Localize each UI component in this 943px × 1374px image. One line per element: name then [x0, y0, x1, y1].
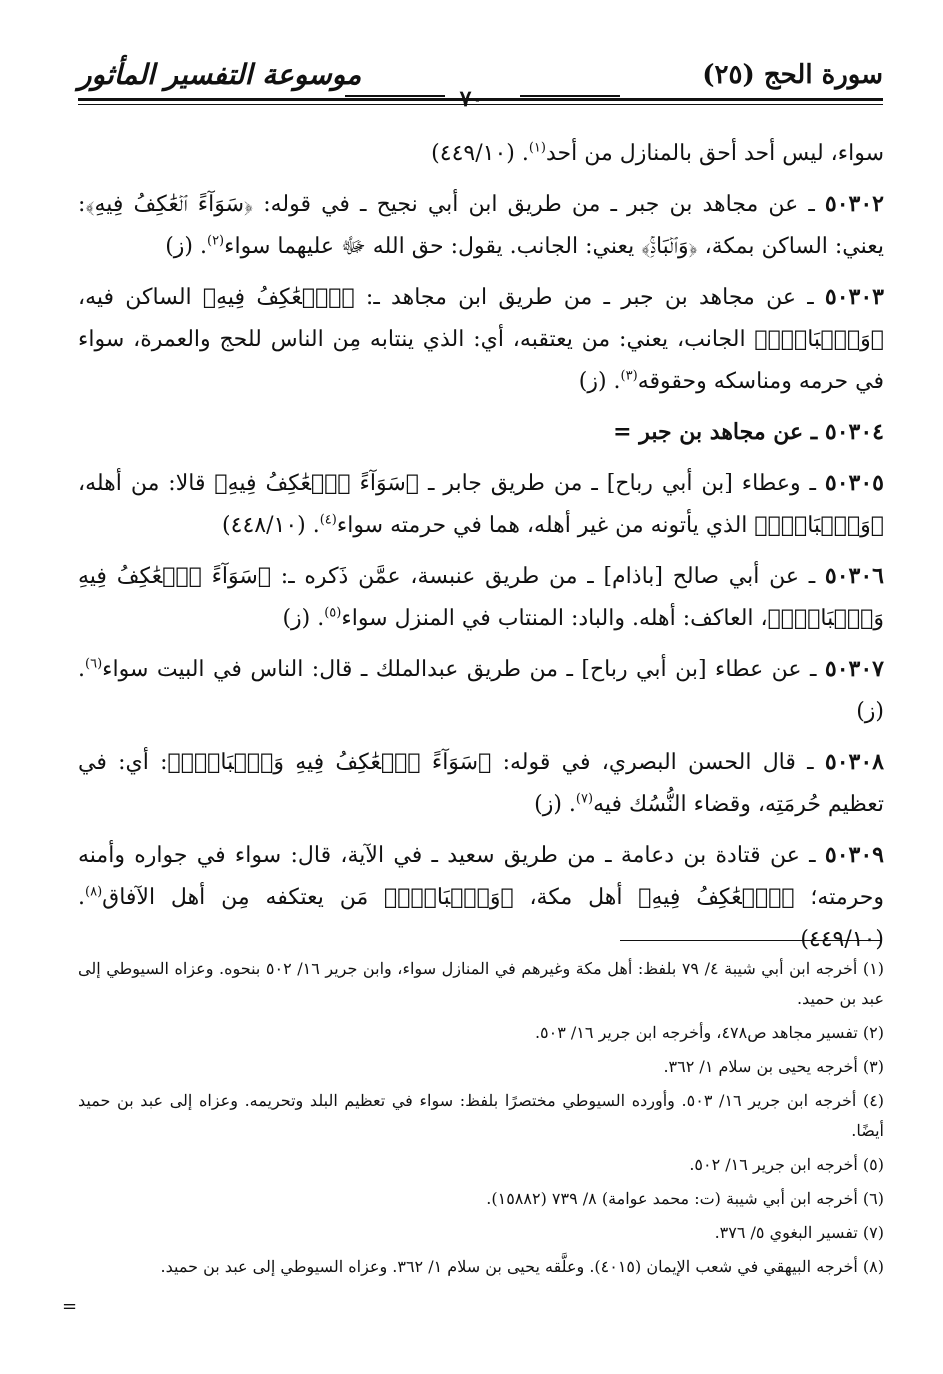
surah-title: سورة الحج (٢٥)	[702, 60, 883, 90]
folio-ornament-right	[520, 95, 620, 97]
paragraph: ٥٠٣٠٧ ـ عن عطاء [بن أبي رباح] ـ من طريق عبدالملك ـ قال: الناس في البيت سواء$^{(٦)}$. (ز)	[78, 656, 884, 724]
footnote: (٤) أخرجه ابن جرير ١٦/ ٥٠٣. وأورده السيوطي مختصرًا بلفظ: سواء في تعظيم البلد وتحريمه. وعزاه إلى عبد بن حميد أيضًا.	[78, 1091, 885, 1140]
footnote: (٥) أخرجه ابن جرير ١٦/ ٥٠٢.	[689, 1155, 884, 1174]
book-title: موسوعة التفسير المأثور	[78, 58, 362, 91]
paragraph: ٥٠٣٠٩ ـ عن قتادة بن دعامة ـ من طريق سعيد ـ في الآية، قال: سواء في جواره وأمنه وحرمته؛ ﴿ٱلۡعَٰكِفُ فِيهِ﴾ أهل مكة، ﴿وَٱلۡبَادِۚ﴾ مَن يعتكفه مِن أهل الآفاق$^{(٨)}$. (٤٤٩/١٠)	[78, 842, 884, 952]
entry-number: ٥٠٣٠٢	[824, 191, 884, 217]
footnote: (٦) أخرجه ابن أبي شيبة (ت: محمد عوامة) ٨/ ٧٣٩ (١٥٨٨٢).	[486, 1189, 884, 1208]
footnotes	[78, 954, 884, 1286]
paragraph: ٥٠٣٠٨ ـ قال الحسن البصري، في قوله: ﴿سَوَآءً ٱلۡعَٰكِفُ فِيهِ وَٱلۡبَادِۚ﴾: أي: في تعظيم حُرمَتِه، وقضاء النُّسُك فيه$^{(٧)}$. (ز)	[78, 749, 884, 817]
paragraph: سواء، ليس أحد أحق بالمنازل من أحد$^{(١)}$. (٤٤٩/١٠)	[431, 140, 884, 166]
footnote: (٢) تفسير مجاهد ص٤٧٨، وأخرجه ابن جرير ١٦/ ٥٠٣.	[534, 1023, 884, 1042]
entry-number: ٥٠٣٠٧	[824, 656, 884, 682]
entry-number: ٥٠٣٠٩	[824, 842, 884, 868]
paragraph: ٥٠٣٠٤ ـ عن مجاهد بن جبر =	[613, 419, 884, 445]
main-text	[78, 132, 884, 969]
footnote-separator	[620, 940, 882, 941]
continuation-mark: =	[62, 1296, 78, 1317]
footnote: (٨) أخرجه البيهقي في شعب الإيمان (٤٠١٥). وعلَّقه يحيى بن سلام ١/ ٣٦٢. وعزاه السيوطي إلى عبد بن حميد.	[160, 1257, 884, 1276]
entry-number: ٥٠٣٠٥	[824, 470, 884, 496]
entry-number: ٥٠٣٠٤	[824, 419, 884, 445]
paragraph: ٥٠٣٠٣ ـ عن مجاهد بن جبر ـ من طريق ابن مجاهد ـ: ﴿ٱلۡعَٰكِفُ فِيهِ﴾ الساكن فيه، ﴿وَٱلۡبَادِۚ﴾ الجانب، يعني: من يعتقبه، أي: الذي ينتابه مِن الناس للحج والعمرة، سواء في حرمه ومناسكه وحقوقه$^{(٣)}$. (ز)	[78, 284, 884, 394]
entry-number: ٥٠٣٠٨	[824, 749, 884, 775]
paragraph: ٥٠٣٠٢ ـ عن مجاهد بن جبر ـ من طريق ابن أبي نجيح ـ في قوله: ﴿سَوَآءً ٱلۡعَٰكِفُ فِيهِ﴾: يعني: الساكن بمكة، ﴿وَٱلۡبَادِۚ﴾ يعني: الجانب. يقول: حق الله ﷻ عليهما سواء$^{(٢)}$. (ز)	[78, 191, 884, 259]
entry-number: ٥٠٣٠٦	[824, 563, 884, 589]
footnote: (٧) تفسير البغوي ٥/ ٣٧٦.	[714, 1223, 884, 1242]
paragraph: ٥٠٣٠٦ ـ عن أبي صالح [باذام] ـ من طريق عنبسة، عمَّن ذَكره ـ: ﴿سَوَآءً ٱلۡعَٰكِفُ فِيهِ وَٱلۡبَادِۚ﴾، العاكف: أهله. والباد: المنتاب في المنزل سواء$^{(٥)}$. (ز)	[78, 563, 884, 631]
footnote: (١) أخرجه ابن أبي شيبة ٤/ ٧٩ بلفظ: أهل مكة وغيرهم في المنازل سواء، وابن جرير ١٦/ ٥٠٢ بنحوه. وعزاه السيوطي إلى عبد بن حميد.	[78, 959, 885, 1008]
paragraph: ٥٠٣٠٥ ـ وعطاء [بن أبي رباح] ـ من طريق جابر ـ ﴿سَوَآءً ٱلۡعَٰكِفُ فِيهِ﴾ قالا: من أهله، ﴿وَٱلۡبَادِۚ﴾ الذي يأتونه من غير أهله، هما في حرمته سواء$^{(٤)}$. (٤٤٨/١٠)	[78, 470, 884, 538]
page-number: ٧٠	[459, 86, 484, 112]
footnote: (٣) أخرجه يحيى بن سلام ١/ ٣٦٢.	[663, 1057, 884, 1076]
entry-number: ٥٠٣٠٣	[824, 284, 884, 310]
